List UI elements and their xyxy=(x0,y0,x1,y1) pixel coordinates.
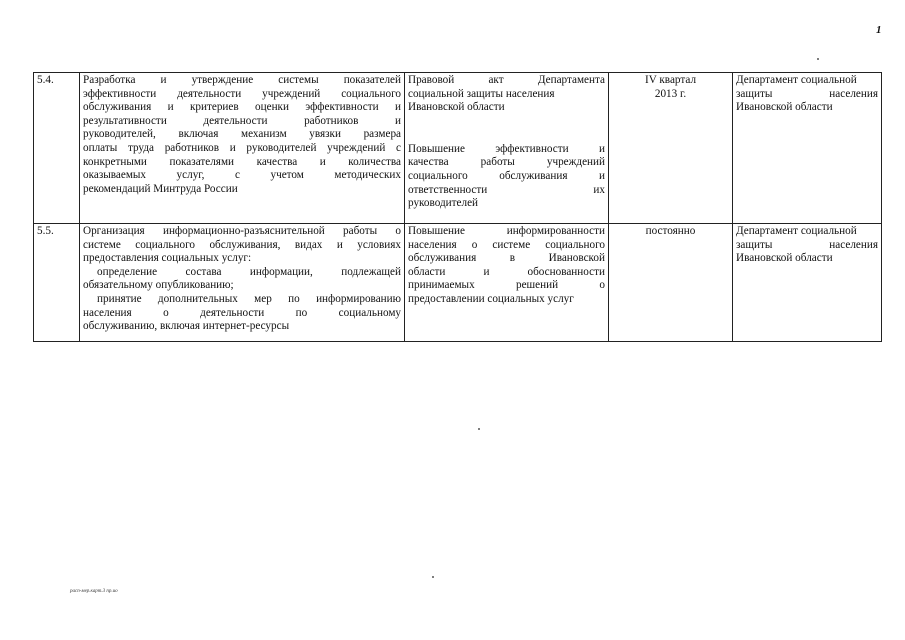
term-line: IV квартал xyxy=(644,74,697,86)
activity-line: оказываемых услуг, с учетом методических xyxy=(83,169,401,182)
result-line: принимаемых решений о xyxy=(408,279,605,292)
term-cell xyxy=(609,224,733,342)
item-number-cell xyxy=(34,224,80,342)
executor-line: Ивановской области xyxy=(736,101,833,114)
activity-line: населения о деятельности по социальному xyxy=(83,306,401,319)
executor-line: Ивановской области xyxy=(736,252,833,265)
activity-line: предоставления социальных услуг: xyxy=(83,252,252,265)
activity-line: руководителей, включая механизм увязки размера xyxy=(83,128,401,141)
result-line: населения о системе социального xyxy=(408,238,605,251)
activity-line: конкретными показателями качества и количества xyxy=(83,155,401,168)
activity-cell xyxy=(80,73,405,224)
activity-line: определение состава информации, подлежащей xyxy=(97,265,401,278)
activity-line: оплаты труда работников и руководителей учреждений с xyxy=(83,141,401,154)
activity-line: Разработка и утверждение системы показателей xyxy=(83,74,401,86)
activity-line: системе социального обслуживания, видах и условиях xyxy=(83,238,401,251)
executor-line: защиты населения xyxy=(736,87,878,100)
result-line: области и обоснованности xyxy=(408,265,605,278)
activity-line: эффективности деятельности учреждений социального xyxy=(83,87,401,100)
term-line: постоянно xyxy=(645,225,696,237)
executor-line: Департамент социальной xyxy=(736,225,857,237)
item-number: 5.4. xyxy=(37,74,54,86)
table-row xyxy=(34,73,882,224)
result-line: качества работы учреждений xyxy=(408,156,605,169)
page-number: 1 xyxy=(876,24,882,36)
footer-note: расп-мер.карт.3 пр.ио xyxy=(70,589,118,594)
executor-line: защиты населения xyxy=(736,238,878,251)
activity-line: рекомендаций Минтруда России xyxy=(83,182,238,195)
activity-line: принятие дополнительных мер по информированию xyxy=(97,292,401,305)
table-row xyxy=(34,224,882,342)
scan-speck xyxy=(478,428,480,430)
item-number: 5.5. xyxy=(37,225,54,237)
executor-cell xyxy=(733,73,882,224)
result-line: Правовой акт Департамента xyxy=(408,74,605,86)
scan-speck xyxy=(432,576,434,578)
result-line: Ивановской области xyxy=(408,101,505,114)
executor-cell xyxy=(733,224,882,342)
result-line: обслуживания в Ивановской xyxy=(408,252,605,265)
result-cell xyxy=(405,73,609,224)
result-cell xyxy=(405,224,609,342)
scan-speck xyxy=(817,58,819,60)
activity-line: обслуживанию, включая интернет-ресурсы xyxy=(83,320,290,333)
result-line: руководителей xyxy=(408,197,479,210)
result-line: Повышение эффективности и xyxy=(408,142,605,155)
result-line: социального обслуживания и xyxy=(408,169,605,182)
activity-line: обслуживания и критериев оценки эффективности и xyxy=(83,101,401,114)
activity-line: Организация информационно-разъяснительной работы о xyxy=(83,225,401,237)
term-cell xyxy=(609,73,733,224)
activity-line: результативности деятельности работников и xyxy=(83,114,401,127)
result-line: Повышение информированности xyxy=(408,225,605,237)
term-line: 2013 г. xyxy=(654,87,687,100)
activity-line: обязательному опубликованию; xyxy=(83,279,234,292)
item-number-cell xyxy=(34,73,80,224)
action-plan-table xyxy=(33,72,882,342)
result-line: предоставлении социальных услуг xyxy=(408,292,574,305)
activity-cell xyxy=(80,224,405,342)
result-line: социальной защиты населения xyxy=(408,87,555,100)
executor-line: Департамент социальной xyxy=(736,74,857,86)
result-line: ответственности их xyxy=(408,183,605,196)
